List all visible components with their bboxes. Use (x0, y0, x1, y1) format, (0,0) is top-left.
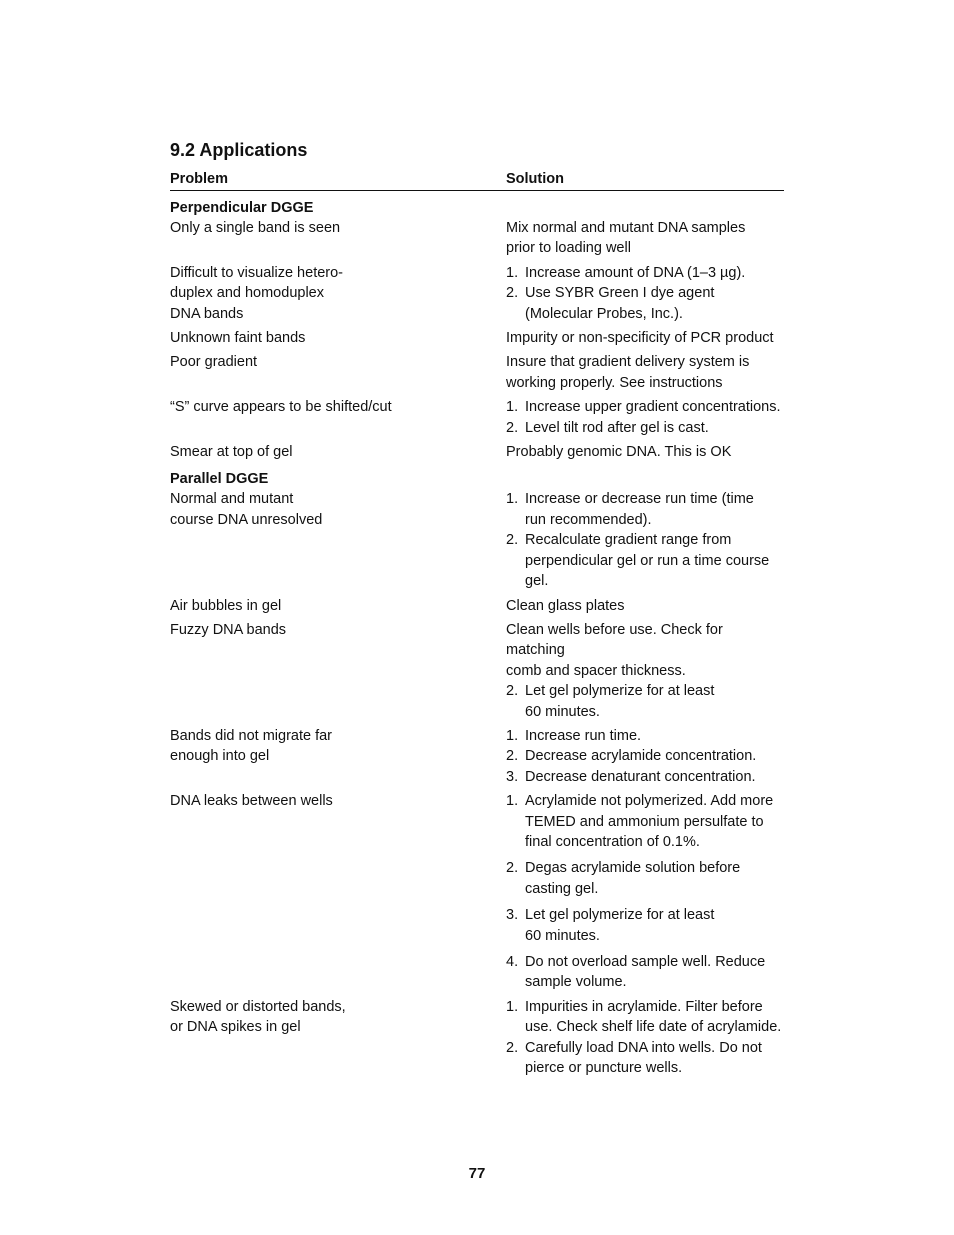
problem-cell (170, 489, 506, 591)
solution-cell (506, 218, 784, 259)
solution-item (506, 905, 784, 946)
solution-list (506, 263, 784, 324)
item-line: Increase amount of DNA (1–3 µg). (525, 264, 746, 281)
table-row (170, 791, 784, 993)
section-title: Parallel DGGE (170, 471, 269, 488)
item-number: 2. (506, 419, 519, 436)
table-row (170, 263, 784, 324)
page-number: 77 (468, 1165, 486, 1182)
solution-item (506, 530, 784, 591)
item-number: 1. (506, 399, 519, 416)
item-line: Impurities in acrylamide. Filter before (525, 998, 763, 1015)
solution-line: Insure that gradient delivery system is (506, 354, 750, 371)
solution-line: comb and spacer thickness. (506, 662, 686, 679)
item-line: Use SYBR Green I dye agent (525, 285, 715, 302)
section-heading: 9.2 Applications (170, 140, 308, 160)
solution-list (506, 791, 784, 993)
item-line: run recommended). (525, 511, 652, 528)
problem-line: Skewed or distorted bands, (170, 998, 346, 1015)
item-line: 60 minutes. (525, 927, 600, 944)
item-number: 4. (506, 954, 519, 970)
item-line: Level tilt rod after gel is cast. (525, 419, 709, 436)
problem-cell (170, 726, 506, 787)
solution-list (506, 397, 784, 438)
problem-line: Fuzzy DNA bands (170, 621, 287, 638)
solution-item (506, 283, 784, 324)
problem-cell (170, 997, 506, 1079)
solution-cell (506, 442, 784, 462)
solution-list (506, 681, 784, 722)
solution-item (506, 997, 784, 1038)
problem-column-header: Problem (170, 171, 229, 187)
problem-line: Normal and mutant (170, 491, 294, 508)
table-row (170, 397, 784, 438)
item-number: 1. (506, 727, 519, 744)
solution-line: Mix normal and mutant DNA samples (506, 220, 746, 236)
table-row (170, 442, 784, 462)
problem-line: Only a single band is seen (170, 220, 341, 236)
item-line: Carefully load DNA into wells. Do not (525, 1039, 762, 1056)
problem-cell (170, 791, 506, 993)
column-header-row (170, 171, 784, 191)
problem-line: duplex and homoduplex (170, 285, 324, 302)
problem-cell (170, 397, 506, 438)
problem-cell (170, 328, 506, 348)
solution-cell (506, 397, 784, 438)
item-number: 1. (506, 491, 519, 508)
solution-line: Clean glass plates (506, 597, 625, 614)
solution-item (506, 681, 784, 722)
item-line: Let gel polymerize for at least (525, 907, 715, 924)
solution-line: Impurity or non-specificity of PCR product (506, 330, 774, 347)
solution-column-header: Solution (506, 171, 564, 187)
item-line: TEMED and ammonium persulfate to (525, 813, 764, 830)
problem-line: DNA bands (170, 305, 244, 322)
item-line: casting gel. (525, 880, 599, 897)
solution-item (506, 418, 784, 438)
problem-cell (170, 596, 506, 616)
problem-cell (170, 352, 506, 393)
problem-line: or DNA spikes in gel (170, 1019, 301, 1036)
problem-line: Unknown faint bands (170, 330, 306, 347)
item-number: 1. (506, 793, 519, 810)
item-line: pierce or puncture wells. (525, 1060, 683, 1077)
problem-cell (170, 442, 506, 462)
solution-cell (506, 352, 784, 393)
item-line: Increase run time. (525, 727, 642, 744)
item-number: 2. (506, 532, 519, 549)
solution-cell (506, 489, 784, 591)
solution-line: working properly. See instructions (506, 374, 723, 391)
problem-line: Difficult to visualize hetero- (170, 264, 344, 281)
problem-line: course DNA unresolved (170, 511, 323, 528)
table-row (170, 726, 784, 787)
problem-line: enough into gel (170, 748, 270, 765)
item-number: 2. (506, 285, 519, 302)
table-row (170, 218, 784, 259)
item-line: final concentration of 0.1%. (525, 833, 700, 850)
solution-cell (506, 328, 784, 348)
item-number: 3. (506, 907, 519, 924)
item-line: Decrease denaturant concentration. (525, 768, 756, 785)
item-number: 2. (506, 683, 519, 700)
solution-list (506, 489, 784, 591)
problem-line: Poor gradient (170, 354, 258, 371)
item-number: 1. (506, 264, 519, 281)
item-line: use. Check shelf life date of acrylamide. (525, 1019, 782, 1036)
solution-cell (506, 791, 784, 993)
item-number: 2. (506, 860, 519, 877)
item-line: sample volume. (525, 974, 627, 991)
problem-cell (170, 263, 506, 324)
solution-line: Clean wells before use. Check for matching (506, 621, 723, 659)
solution-item (506, 489, 784, 530)
solution-item (506, 1038, 784, 1079)
item-line: Degas acrylamide solution before (525, 860, 741, 877)
solution-cell (506, 596, 784, 616)
table-row (170, 997, 784, 1079)
item-number: 2. (506, 1039, 519, 1056)
item-line: Decrease acrylamide concentration. (525, 748, 757, 765)
solution-cell (506, 997, 784, 1079)
item-number: 3. (506, 768, 519, 785)
table-row (170, 596, 784, 616)
solution-item (506, 791, 784, 852)
solution-item (506, 726, 784, 746)
solution-line: prior to loading well (506, 240, 631, 257)
item-number: 2. (506, 748, 519, 765)
problem-line: Air bubbles in gel (170, 597, 282, 614)
section-title: Perpendicular DGGE (170, 200, 314, 216)
table-row (170, 352, 784, 393)
item-line: gel. (525, 573, 549, 590)
problem-cell (170, 218, 506, 259)
item-line: Recalculate gradient range from (525, 532, 732, 549)
solution-cell (506, 620, 784, 722)
solution-line: Probably genomic DNA. This is OK (506, 444, 732, 461)
solution-list (506, 726, 784, 787)
item-line: Let gel polymerize for at least (525, 683, 715, 700)
item-line: 60 minutes. (525, 703, 600, 720)
solution-cell (506, 263, 784, 324)
solution-item (506, 858, 784, 899)
problem-line: DNA leaks between wells (170, 793, 333, 810)
solution-list (506, 997, 784, 1079)
problem-line: Smear at top of gel (170, 444, 293, 461)
item-line: Do not overload sample well. Reduce (525, 954, 766, 970)
problem-cell (170, 620, 506, 722)
table-row (170, 489, 784, 591)
solution-item (506, 767, 784, 787)
item-line: Increase or decrease run time (time (525, 491, 754, 508)
solution-item (506, 263, 784, 283)
solution-item (506, 746, 784, 766)
solution-cell (506, 726, 784, 787)
table-row (170, 328, 784, 348)
item-number: 1. (506, 998, 519, 1015)
item-line: perpendicular gel or run a time course (525, 552, 770, 569)
table-row (170, 620, 784, 722)
item-line: Increase upper gradient concentrations. (525, 399, 781, 416)
problem-line: Bands did not migrate far (170, 727, 333, 744)
solution-item (506, 952, 784, 993)
item-line: (Molecular Probes, Inc.). (525, 305, 683, 322)
problem-line: “S” curve appears to be shifted/cut (170, 399, 392, 416)
solution-item (506, 397, 784, 417)
troubleshooting-table (170, 198, 784, 1082)
item-line: Acrylamide not polymerized. Add more (525, 793, 774, 810)
